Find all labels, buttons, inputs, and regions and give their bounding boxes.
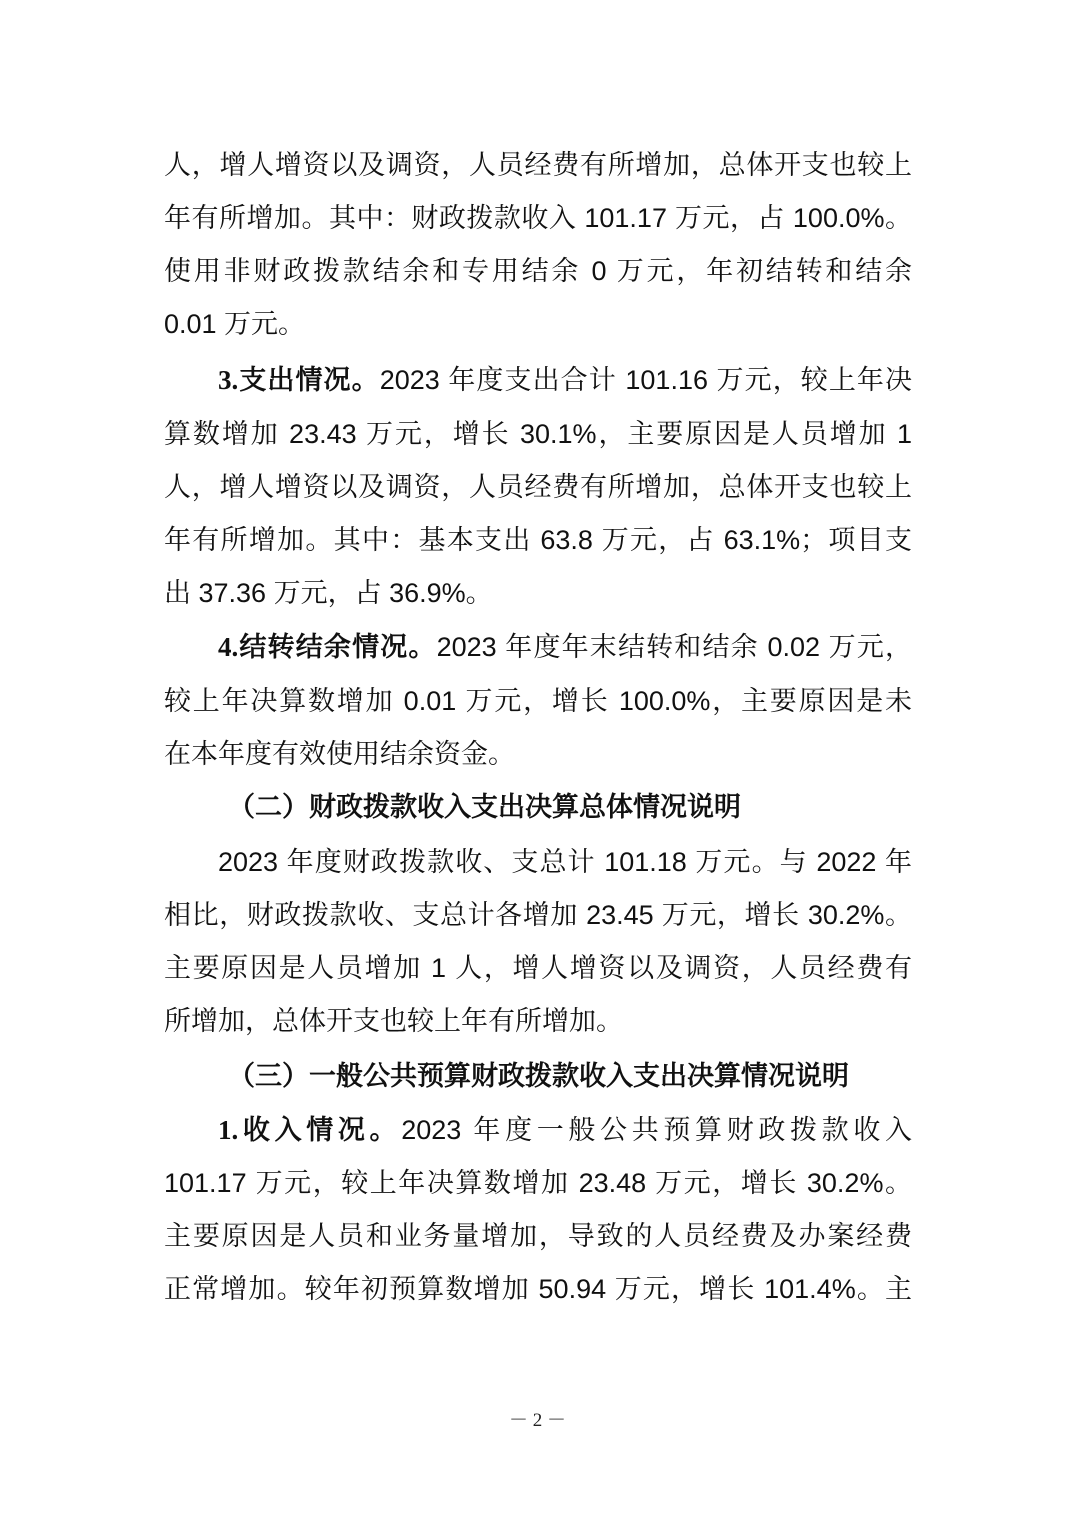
section-expenditure-text: 2023 年度支出合计 101.16 万元，较上年决	[379, 365, 913, 395]
section-income-first-line	[218, 1103, 912, 1157]
section-heading-2: （二）财政拨款收入支出决算总体情况说明	[228, 792, 741, 822]
section-carryover-text: 2023 年度年末结转和结余 0.02 万元，	[436, 632, 913, 662]
text-line: 年有所增加。其中：基本支出 63.8 万元，占 63.1%；项目支	[164, 525, 912, 555]
text-line: 人，增人增资以及调资，人员经费有所增加，总体开支也较上	[164, 472, 912, 502]
text-line: 主要原因是人员和业务量增加，导致的人员经费及办案经费	[164, 1221, 912, 1251]
text-line: 算数增加 23.43 万元，增长 30.1%，主要原因是人员增加 1	[164, 419, 912, 449]
text-line: 101.17 万元，较上年决算数增加 23.48 万元，增长 30.2%。	[164, 1168, 912, 1198]
section-heading-3: （三）一般公共预算财政拨款收入支出决算情况说明	[228, 1061, 849, 1091]
section-income-lead: 1.收入情况。	[218, 1115, 402, 1145]
section-income-text: 2023 年度一般公共预算财政拨款收入	[401, 1115, 912, 1145]
text-line: 在本年度有效使用结余资金。	[164, 739, 515, 769]
text-line: 出 37.36 万元，占 36.9%。	[164, 578, 493, 608]
section-carryover-first-line	[218, 620, 912, 674]
text-line: 相比，财政拨款收、支总计各增加 23.45 万元，增长 30.2%。	[164, 900, 912, 930]
text-line: 正常增加。较年初预算数增加 50.94 万元，增长 101.4%。主	[164, 1274, 912, 1304]
page-number: － 2 －	[508, 1410, 566, 1431]
section-carryover-lead: 4.结转结余情况。	[218, 632, 437, 662]
text-line: 主要原因是人员增加 1 人，增人增资以及调资，人员经费有	[164, 953, 912, 983]
text-line: 所增加，总体开支也较上年有所增加。	[164, 1006, 623, 1036]
section-expenditure-lead: 3.支出情况。	[218, 365, 380, 395]
section-expenditure-first-line	[218, 353, 912, 407]
text-line: 使用非财政拨款结余和专用结余 0 万元，年初结转和结余	[164, 256, 912, 286]
text-line: 年有所增加。其中：财政拨款收入 101.17 万元，占 100.0%。	[164, 203, 912, 233]
text-line: 0.01 万元。	[164, 309, 306, 339]
text-line: 人，增人增资以及调资，人员经费有所增加，总体开支也较上	[164, 150, 912, 180]
text-line: 较上年决算数增加 0.01 万元，增长 100.0%，主要原因是未	[164, 686, 912, 716]
text-line: 2023 年度财政拨款收、支总计 101.18 万元。与 2022 年	[218, 847, 912, 877]
